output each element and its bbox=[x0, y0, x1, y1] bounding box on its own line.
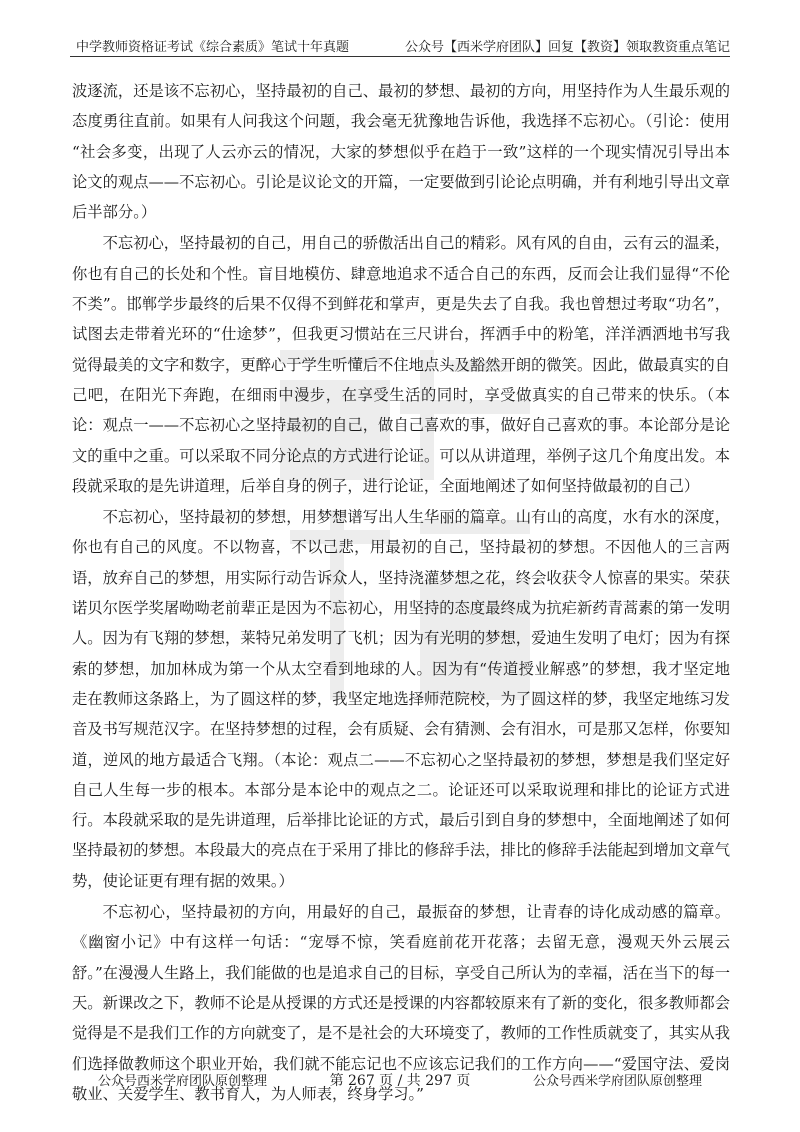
essay-body bbox=[72, 76, 730, 1110]
footer-right: 公众号西米学府团队原创整理 bbox=[532, 1074, 702, 1089]
page-number: 第 267 页 / 共 297 页 bbox=[329, 1073, 471, 1089]
page-header bbox=[70, 30, 730, 57]
paragraph-point-two: 不忘初心，坚持最初的梦想，用梦想谱写出人生华丽的篇章。山有山的高度，水有水的深度，你也有自己的风度。不以物喜，不以己悲，用最初的自己，坚持最初的梦想。不因他人的三言两语，放弃自己的梦想，用实际行动告诉众人，坚持浇灌梦想之花，终会收获令人惊喜的果实。荣获诺贝尔医学奖屠呦呦老前辈正是因为不忘初心，用坚持的态度最终成为抗疟新药青蒿素的第一发明人。因为有飞翔的梦想，莱特兄弟发明了飞机；因为有光明的梦想，爱迪生发明了电灯；因为有探索的梦想，加加林成为第一个从太空看到地球的人。因为有“传道授业解惑”的梦想，我才坚定地走在教师这条路上，为了圆这样的梦，我坚定地选择师范院校，为了圆这样的梦，我坚定地练习发音及书写规范汉字。在坚持梦想的过程，会有质疑、会有猜测、会有泪水，可是那又怎样，你要知道，逆风的地方最适合飞翔。（本论：观点二——不忘初心之坚持最初的梦想，梦想是我们坚定好自己人生每一步的根本。本部分是本论中的观点之二。论证还可以采取说理和排比的论证方式进行。本段就采取的是先讲道理，后举排比论证的方式，最后引到自身的梦想中，全面地阐述了如何坚持最初的梦想。本段最大的亮点在于采用了排比的修辞手法，排比的修辞手法能起到增加文章气势，使论证更有理有据的效果。） bbox=[72, 508, 730, 890]
footer-left: 公众号西米学府团队原创整理 bbox=[98, 1074, 268, 1089]
header-title: 中学教师资格证考试《综合素质》笔试十年真题 bbox=[76, 40, 350, 55]
paragraph-point-three: 不忘初心，坚持最初的方向，用最好的自己，最振奋的梦想，让青春的诗化成动感的篇章。《幽窗小记》中有这样一句话：“宠辱不惊，笑看庭前花开花落；去留无意，漫观天外云展云舒。”在漫漫人生路上，我们能做的也是追求自己的目标，享受自己所认为的幸福，活在当下的每一天。新课改之下，教师不论是从授课的方式还是授课的内容都较原来有了新的变化，很多教师都会觉得是不是我们工作的方向就变了，是不是社会的大环境变了，教师的工作性质就变了，其实从我们选择做教师这个职业开始，我们就不能忘记也不应该忘记我们的工作方向——“爱国守法、爱岗敬业、关爱学生、教书育人，为人师表，终身学习。” bbox=[72, 903, 730, 1103]
paragraph-point-one: 不忘初心，坚持最初的自己，用自己的骄傲活出自己的精彩。风有风的自由，云有云的温柔，你也有自己的长处和个性。盲目地模仿、肆意地追求不适合自己的东西，反而会让我们显得“不伦不类”。邯郸学步最终的后果不仅得不到鲜花和掌声，更是失去了自我。我也曾想过考取“功名”，试图去走带着光环的“仕途梦”，但我更习惯站在三尺讲台，挥洒手中的粉笔，洋洋洒洒地书写我觉得最美的文字和数字，更醉心于学生听懂后不住地点头及豁然开朗的微笑。因此，做最真实的自己吧，在阳光下奔跑，在细雨中漫步，在享受生活的同时，享受做真实的自己带来的快乐。（本论：观点一——不忘初心之坚持最初的自己，做自己喜欢的事，做好自己喜欢的事。本论部分是论文的重中之重。可以采取不同分论点的方式进行论证。可以从讲道理，举例子这几个角度出发。本段就采取的是先讲道理，后举自身的例子，进行论证，全面地阐述了如何坚持做最初的自己） bbox=[72, 234, 730, 495]
paragraph-intro: 波逐流，还是该不忘初心，坚持最初的自己、最初的梦想、最初的方向，用坚持作为人生最乐观的态度勇往直前。如果有人问我这个问题，我会毫无犹豫地告诉他，我选择不忘初心。（引论：使用 “社会多变，出现了人云亦云的情况，大家的梦想似乎在趋于一致”这样的一个现实情况引导出本论文的观点——不忘初心。引论是议论文的开篇，一定要做到引论论点明确，并有利地引导出文章后半部分。） bbox=[72, 82, 730, 222]
header-promo: 公众号【西米学府团队】回复【教资】领取教资重点笔记 bbox=[404, 40, 730, 55]
